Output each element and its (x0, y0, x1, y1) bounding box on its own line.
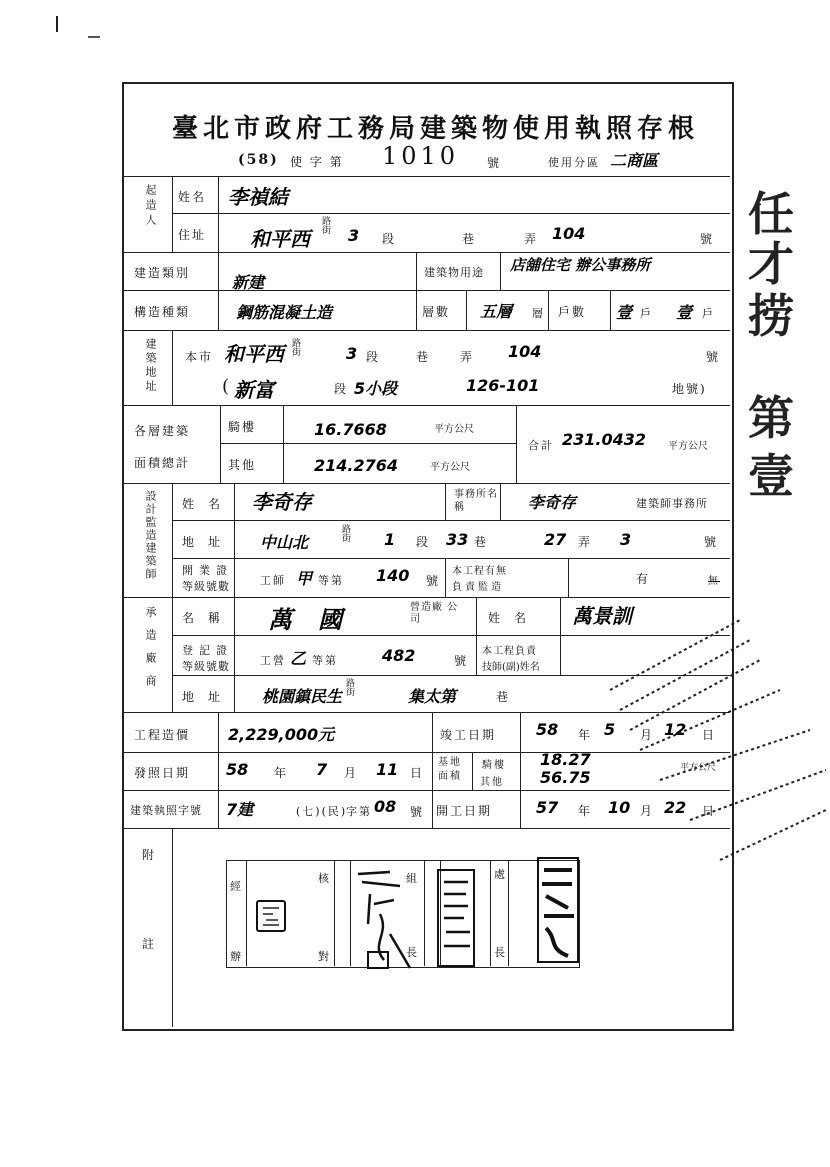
start-year-unit: 年 (578, 804, 593, 818)
owner-number-value: 104 (552, 224, 586, 243)
rule (610, 290, 611, 330)
architect-reg-class: 甲 (296, 569, 313, 588)
completion-year-unit: 年 (578, 728, 593, 742)
rule (490, 860, 491, 966)
completion-month: 5 (604, 720, 616, 739)
owner-address-label: 住址 (178, 228, 207, 242)
zoning-value: 二商區 (610, 151, 659, 170)
rule (500, 252, 501, 290)
license-year: (58) (238, 152, 279, 168)
rule (124, 252, 730, 253)
area-row2-unit: 平方公尺 (430, 462, 470, 473)
owner-lane-label: 巷 (462, 232, 477, 246)
architect-alley-value: 27 (544, 530, 567, 549)
contractor-address-label: 地址 (182, 690, 235, 704)
start-day-unit: 日 (702, 804, 717, 818)
contractor-name-value: 萬國 (268, 606, 368, 634)
architect-lane-value: 33 (446, 530, 469, 549)
rule (220, 443, 516, 444)
architect-supervision-alt: 無 (708, 576, 720, 587)
approval-col4-bottom: 長 (494, 946, 507, 959)
architect-reg-label-1: 開業證 (182, 564, 233, 577)
rule (218, 176, 219, 252)
site-area-label: 基地面積 (438, 757, 462, 782)
start-month: 10 (608, 798, 631, 817)
approval-col1-top: 經 (230, 880, 243, 893)
margin-char: 第 (748, 391, 794, 445)
area-label-line2: 面積總計 (134, 456, 191, 470)
approval-col3-bottom: 長 (406, 946, 419, 959)
margin-char: 任 (748, 187, 794, 241)
households-value: 壹 (616, 303, 633, 322)
building-type-value: 新建 (232, 273, 265, 292)
start-month-unit: 月 (640, 804, 655, 818)
rule (124, 330, 730, 331)
owner-road-value: 和平西 (250, 227, 310, 251)
license-hao: 號 (487, 156, 502, 170)
architect-lane-label: 巷 (474, 535, 489, 549)
signature-stamp-3 (528, 856, 588, 966)
contractor-reg-label-1: 登記證 (182, 644, 233, 657)
rule (172, 520, 730, 521)
architect-name-label: 姓名 (182, 497, 235, 511)
issue-label: 發照日期 (134, 766, 191, 780)
issue-month: 7 (316, 760, 328, 779)
overlapping-seal-artifact (600, 580, 828, 900)
owner-name-value: 李禎結 (228, 185, 288, 209)
structure-label: 構造種類 (134, 305, 191, 319)
rule (466, 290, 467, 330)
rule (283, 405, 284, 483)
rule (172, 176, 173, 252)
issue-day-unit: 日 (410, 766, 425, 780)
rule (500, 483, 501, 520)
license-prefix: 使 字 第 (290, 155, 344, 169)
architect-supervision-value: 有 (636, 572, 651, 586)
rule (220, 405, 221, 483)
area-row1-value: 16.7668 (314, 420, 387, 439)
approval-col2-top: 核 (318, 872, 331, 885)
units-unit: 戶 (702, 307, 715, 320)
signature-stamp-2 (436, 866, 480, 976)
signature-stamp-1 (350, 864, 420, 974)
cost-value: 2,229,000元 (228, 725, 335, 744)
rule (172, 330, 173, 405)
structure-value: 鋼筋混凝土造 (236, 303, 333, 322)
rule (472, 752, 473, 790)
area-row2-value: 214.2764 (314, 456, 399, 475)
rule (124, 176, 730, 177)
rule (520, 712, 521, 828)
completion-year: 58 (536, 720, 559, 739)
contractor-section-label: 承造廠商 (144, 606, 157, 698)
building-type-label: 建造類別 (134, 266, 191, 280)
rule (432, 712, 433, 828)
owner-section-no: 3 (348, 226, 360, 245)
rule (548, 290, 549, 330)
architect-section-no: 1 (384, 530, 396, 549)
seal-stamp-marks (258, 902, 284, 930)
completion-day-unit: 日 (702, 728, 717, 742)
contractor-tech-label-1: 本工程負責 (482, 646, 537, 657)
permit-mid: 字第 (346, 805, 372, 818)
architect-number-suffix: 號 (704, 535, 719, 549)
rule (508, 860, 509, 966)
rule (124, 483, 730, 484)
contractor-owner-label: 姓名 (488, 611, 541, 625)
architect-reg-mid: 等第 (318, 574, 344, 587)
site-subsection-value: 5小段 (354, 379, 398, 398)
rule (218, 252, 219, 330)
permit-suffix: 號 (410, 805, 425, 819)
architect-road-label: 路街 (342, 525, 354, 544)
architect-reg-suffix: 號 (426, 574, 441, 588)
start-label: 開工日期 (436, 804, 493, 818)
area-row1-label: 騎樓 (228, 420, 257, 434)
architect-reg-number: 140 (376, 566, 410, 585)
rule (445, 483, 446, 520)
rule (568, 558, 569, 597)
area-total-value: 231.0432 (562, 430, 647, 449)
architect-supervision-label-1: 本工程有無 (452, 566, 507, 577)
issue-month-unit: 月 (344, 766, 359, 780)
issue-day: 11 (376, 760, 399, 779)
arcade-label: 騎樓 (482, 760, 506, 771)
architect-name-value: 李奇存 (252, 490, 312, 514)
license-number: 1010 (382, 142, 460, 170)
owner-section-label: 起造人 (144, 184, 157, 229)
contractor-reg-suffix: 號 (454, 654, 469, 668)
approval-col1-bottom: 辦 (230, 950, 243, 963)
margin-char: 才 (748, 237, 794, 291)
area-label-line1: 各層建築 (134, 424, 191, 438)
permit-middle: (七)(民) (296, 805, 348, 818)
issue-year: 58 (226, 760, 249, 779)
completion-month-unit: 月 (640, 728, 655, 742)
rule (172, 558, 730, 559)
rule (334, 860, 335, 966)
architect-reg-label-2: 等級號數 (182, 580, 230, 593)
architect-firm-suffix: 建築師事務所 (636, 497, 708, 510)
architect-section-label: 設計監造建築師 (144, 490, 157, 581)
site-district-unit: 段 (334, 382, 349, 396)
architect-number-value: 3 (620, 530, 632, 549)
area-unit: 平方公尺 (680, 763, 717, 773)
site-section-unit: 段 (366, 350, 381, 364)
completion-label: 竣工日期 (440, 728, 497, 742)
architect-supervision-label-2: 負責監造 (452, 582, 504, 593)
site-district-value: 新富 (234, 378, 274, 402)
start-year: 57 (536, 798, 559, 817)
units-value: 壹 (676, 303, 693, 322)
rule (124, 290, 730, 291)
approval-col3-top: 組 (406, 872, 419, 885)
document-title: 臺北市政府工務局建築物使用執照存根 (172, 114, 700, 144)
rule (476, 597, 477, 675)
rule (516, 405, 517, 483)
contractor-address-rest: 集太第 (408, 687, 457, 706)
rule (172, 483, 173, 712)
owner-alley-label: 弄 (524, 232, 539, 246)
start-day: 22 (664, 798, 687, 817)
architect-firm-value: 李奇存 (528, 493, 577, 512)
rule (445, 558, 446, 597)
site-road-value: 和平西 (224, 342, 284, 366)
scan-speck (56, 16, 58, 32)
contractor-address-value: 桃園鎮民生 (262, 687, 343, 706)
area-row2-label: 其他 (228, 458, 257, 472)
seal-stamp (256, 900, 286, 932)
permit-label: 建築執照字號 (130, 804, 202, 817)
architect-address-label: 地址 (182, 535, 235, 549)
owner-road-label: 路街 (322, 217, 334, 236)
site-road-label: 路街 (292, 339, 304, 358)
contractor-name-label: 名稱 (182, 611, 235, 625)
rule (560, 597, 561, 675)
rule (424, 860, 425, 966)
contractor-company-type: 營造廠 公司 (410, 602, 459, 625)
remarks-label-bottom: 註 (142, 937, 157, 951)
owner-section-unit: 段 (382, 232, 397, 246)
site-section-label: 建築地址 (144, 338, 157, 394)
building-use-label: 建築物用途 (424, 266, 484, 279)
households-unit: 戶 (640, 307, 653, 320)
other-value: 56.75 (540, 768, 591, 787)
site-city-prefix: 本市 (185, 350, 214, 364)
rule (172, 828, 173, 1027)
remarks-label-top: 附 (142, 848, 157, 862)
area-row1-unit: 平方公尺 (434, 424, 474, 435)
rule (416, 252, 417, 330)
architect-reg-prefix: 工師 (260, 574, 286, 587)
approval-col2-bottom: 對 (318, 950, 331, 963)
arcade-value: 18.27 (540, 750, 591, 769)
contractor-reg-mid: 等第 (312, 654, 338, 667)
building-use-value: 店舖住宅 辦公事務所 (510, 256, 651, 274)
site-section-no: 3 (346, 344, 358, 363)
architect-road-value: 中山北 (260, 533, 309, 552)
completion-day: 12 (664, 720, 687, 739)
site-lot-suffix: 地號) (672, 382, 707, 396)
site-lot-value: 126-101 (466, 376, 540, 395)
cost-label: 工程造價 (134, 728, 191, 742)
rule (172, 213, 730, 214)
owner-number-suffix: 號 (700, 232, 715, 246)
contractor-reg-number: 482 (382, 646, 416, 665)
margin-char: 捞 (748, 289, 794, 343)
zoning-label: 使用分區 (548, 156, 600, 169)
rule (246, 860, 247, 966)
site-number-suffix: 號 (706, 350, 721, 364)
scan-speck (88, 36, 100, 38)
rule (124, 405, 730, 406)
architect-firm-label: 事務所名稱 (454, 489, 498, 513)
contractor-address-suffix: 巷 (496, 690, 511, 704)
floors-label: 層數 (422, 305, 451, 319)
area-total-label: 合計 (528, 439, 554, 452)
rule (234, 483, 235, 712)
contractor-address-road-label: 路街 (346, 679, 358, 698)
contractor-tech-label-2: 技師(副)姓名 (482, 662, 540, 673)
rule (218, 712, 219, 828)
architect-alley-label: 弄 (578, 535, 593, 549)
issue-year-unit: 年 (274, 766, 289, 780)
approval-col4-top: 處 (494, 868, 507, 881)
contractor-owner-value: 萬景訓 (572, 604, 632, 628)
area-total-unit: 平方公尺 (668, 441, 708, 452)
permit-prefix: 7建 (226, 800, 254, 819)
contractor-reg-label-2: 等級號數 (182, 660, 230, 673)
permit-num: 08 (374, 797, 397, 816)
contractor-reg-prefix: 工營 (260, 654, 286, 667)
architect-section-unit: 段 (416, 535, 431, 549)
site-open-paren: ( (222, 376, 232, 397)
other-label: 其他 (480, 777, 504, 788)
margin-char: 壹 (748, 449, 794, 503)
floors-value: 五層 (480, 302, 513, 321)
owner-name-label: 姓名 (178, 190, 207, 204)
site-number-value: 104 (508, 342, 542, 361)
floors-unit: 層 (532, 307, 545, 320)
site-lane-label: 巷 (416, 350, 431, 364)
contractor-reg-class: 乙 (290, 649, 307, 668)
site-alley-label: 弄 (460, 350, 475, 364)
households-label: 戶數 (558, 305, 587, 319)
